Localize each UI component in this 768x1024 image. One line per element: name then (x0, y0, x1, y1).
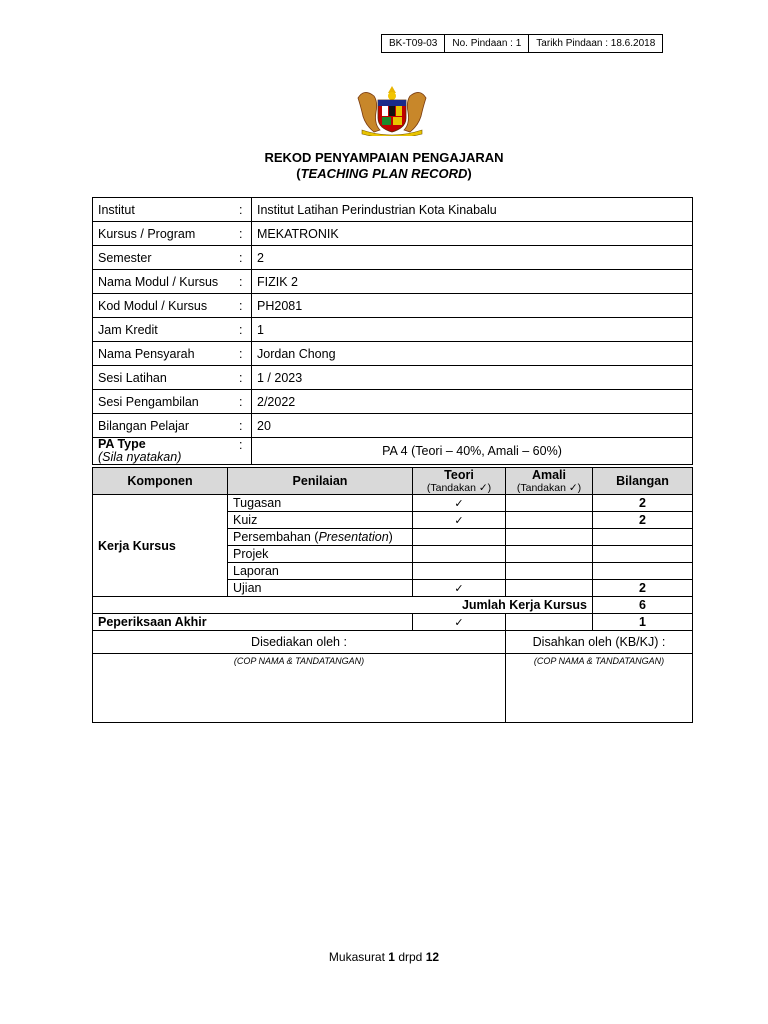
doc-code: BK-T09-03 (382, 35, 445, 53)
page-number: Mukasurat 1 drpd 12 (328, 950, 440, 964)
table-row: Projek (93, 546, 693, 563)
info-row: Sesi Pengambilan : 2/2022 (93, 390, 693, 414)
info-row: Nama Modul / Kursus : FIZIK 2 (93, 270, 693, 294)
info-row: Kursus / Program : MEKATRONIK (93, 222, 693, 246)
info-row: Jam Kredit : 1 (93, 318, 693, 342)
revision-number: No. Pindaan : 1 (445, 35, 529, 53)
table-row: Kerja Kursus Tugasan ✓ 2 (93, 495, 693, 512)
info-row: Nama Pensyarah : Jordan Chong (93, 342, 693, 366)
revision-date: Tarikh Pindaan : 18.6.2018 (529, 35, 663, 53)
table-row: Laporan (93, 563, 693, 580)
coat-of-arms-logo (352, 84, 432, 136)
info-row: Semester : 2 (93, 246, 693, 270)
table-row: Ujian ✓ 2 (93, 580, 693, 597)
approved-by-stamp: (COP NAMA & TANDATANGAN) (506, 654, 693, 723)
table-row: Persembahan (Presentation) (93, 529, 693, 546)
form-title: REKOD PENYAMPAIAN PENGAJARAN (264, 150, 504, 165)
table-row: Kuiz ✓ 2 (93, 512, 693, 529)
form-subtitle: (TEACHING PLAN RECORD) (296, 166, 472, 181)
document-control-box (381, 34, 663, 53)
info-row: Bilangan Pelajar : 20 (93, 414, 693, 438)
pa-type-value: PA 4 (Teori – 40%, Amali – 60%) (252, 438, 693, 465)
signature-row (93, 654, 693, 723)
signature-header-row: Disediakan oleh : Disahkan oleh (KB/KJ) : (93, 631, 693, 654)
prepared-by-stamp: (COP NAMA & TANDATANGAN) (93, 654, 506, 723)
info-row: Kod Modul / Kursus : PH2081 (93, 294, 693, 318)
kerja-kursus-label: Kerja Kursus (93, 495, 228, 597)
info-row: Institut : Institut Latihan Perindustrian Kota Kinabalu (93, 198, 693, 222)
pa-type-row: PA Type (Sila nyatakan) : PA 4 (Teori – 40%, Amali – 60%) (93, 438, 693, 465)
assessment-header: Komponen Penilaian Teori (Tandakan ✓) Amali (Tandakan ✓) Bilangan (93, 468, 693, 495)
assessment-table (92, 467, 693, 723)
peperiksaan-row: Peperiksaan Akhir ✓ 1 (93, 614, 693, 631)
jumlah-row: Jumlah Kerja Kursus 6 (93, 597, 693, 614)
course-info-table (92, 197, 693, 465)
info-row: Sesi Latihan : 1 / 2023 (93, 366, 693, 390)
